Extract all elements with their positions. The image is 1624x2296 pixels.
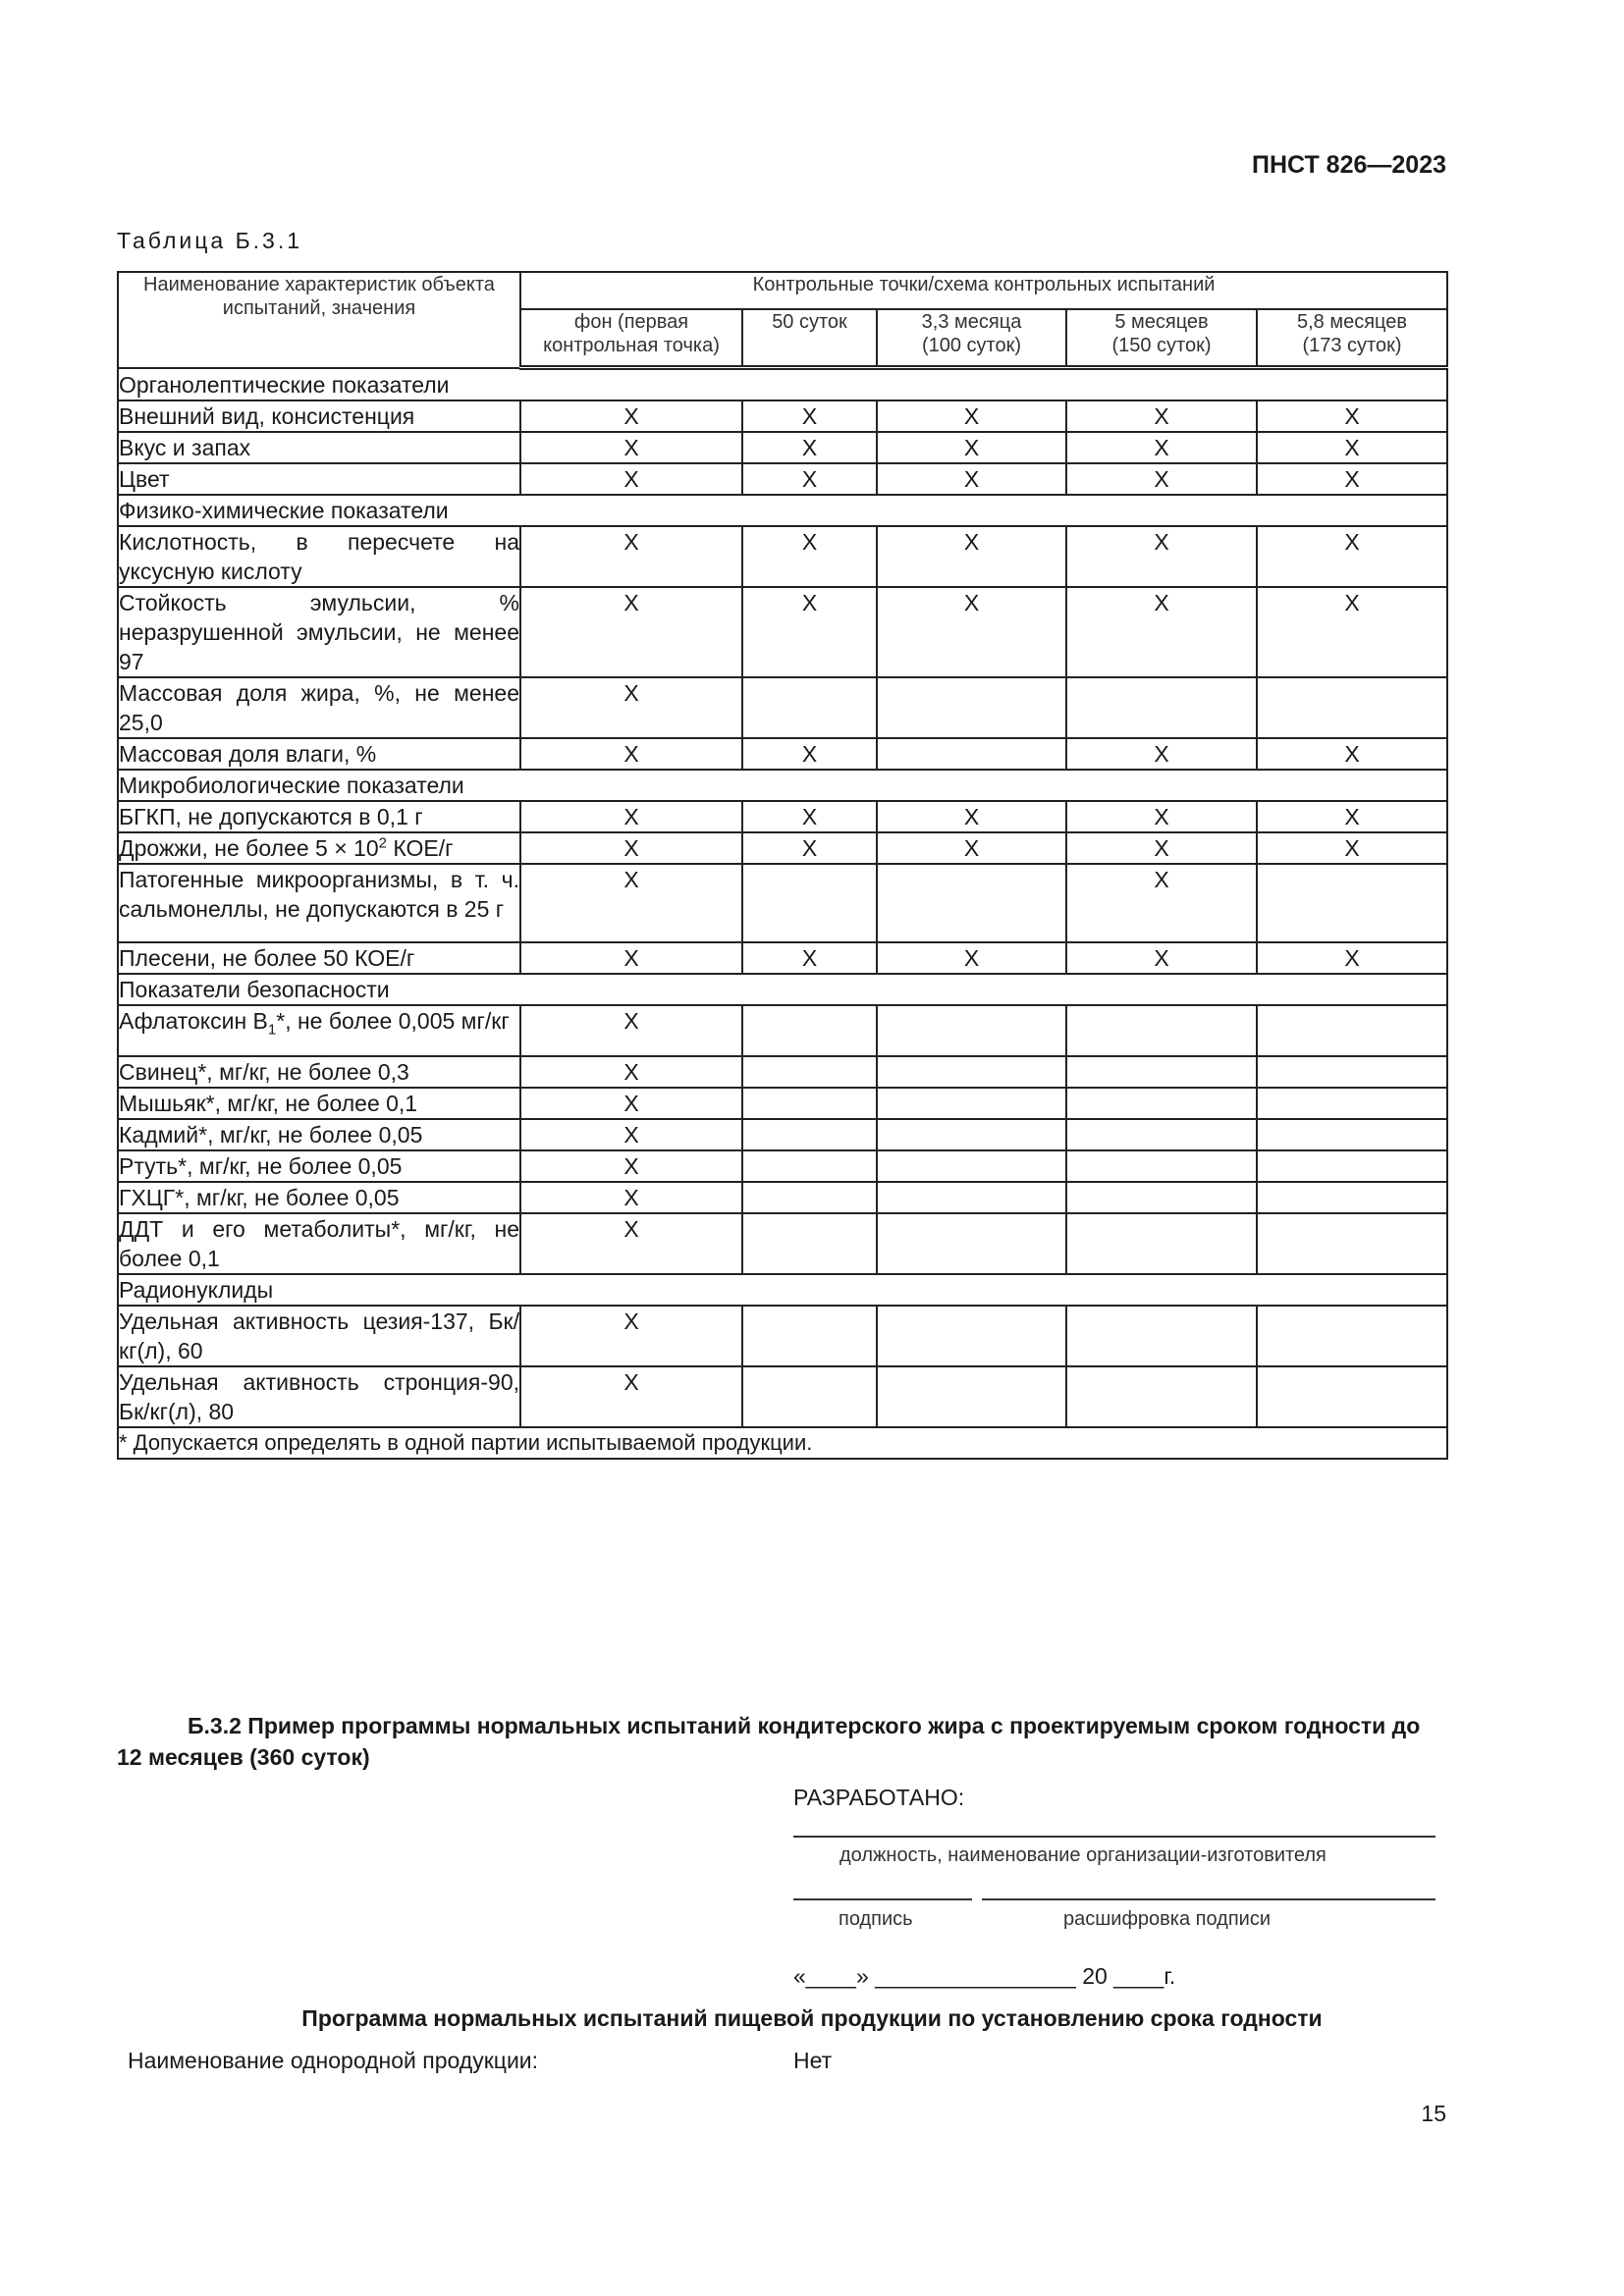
table-row xyxy=(118,832,1447,864)
table-row xyxy=(118,1213,1447,1274)
homogeneous-product-label: Наименование однородной продукции: xyxy=(128,2048,539,2073)
characteristic-name: Стойкость эмульсии, % неразрушенной эмульсии, не менее 97 xyxy=(118,587,520,677)
characteristic-name: ГХЦГ*, мг/кг, не более 0,05 xyxy=(118,1182,520,1213)
characteristic-name: Плесени, не более 50 КОЕ/г xyxy=(118,942,520,974)
characteristic-name: Внешний вид, консистенция xyxy=(118,400,520,432)
checkpoint-cell xyxy=(1066,832,1257,864)
checkpoint-cell xyxy=(520,1213,742,1274)
checkpoint-mark: X xyxy=(801,804,818,829)
checkpoint-cell xyxy=(520,1306,742,1366)
approval-title: РАЗРАБОТАНО: xyxy=(793,1785,965,1810)
checkpoint-cell xyxy=(1257,432,1447,463)
checkpoint-mark: X xyxy=(963,590,980,615)
checkpoint-cell xyxy=(520,1366,742,1427)
signature-line xyxy=(793,1898,972,1900)
checkpoint-cell xyxy=(877,1182,1066,1213)
column-header-line2: (100 суток) xyxy=(921,335,1022,356)
checkpoint-cell xyxy=(1257,738,1447,770)
checkpoint-cell xyxy=(1066,1088,1257,1119)
table-footnote: * Допускается определять в одной партии испытываемой продукции. xyxy=(118,1427,1447,1459)
checkpoint-cell xyxy=(1066,1213,1257,1274)
column-header-line1: 50 суток xyxy=(772,311,847,333)
test-schedule-table-container xyxy=(117,271,1446,1460)
column-header-line1: фон (первая xyxy=(573,311,689,333)
checkpoint-cell xyxy=(520,1150,742,1182)
checkpoint-mark: X xyxy=(1154,867,1169,892)
checkpoint-mark: X xyxy=(801,529,818,555)
table-row xyxy=(118,1005,1447,1056)
checkpoint-cell xyxy=(1066,1150,1257,1182)
subsection-number: Б.3.2 xyxy=(188,1713,242,1738)
checkpoint-cell xyxy=(1066,801,1257,832)
table-row xyxy=(118,942,1447,974)
header-characteristic-name: Наименование характеристик объекта испытаний, значения xyxy=(118,272,520,368)
checkpoint-cell xyxy=(1257,1150,1447,1182)
checkpoint-mark: X xyxy=(801,590,818,615)
checkpoint-cell xyxy=(520,526,742,587)
name-text: Дрожжи, не более 5 × 10 xyxy=(119,835,379,861)
column-header-4 xyxy=(1066,309,1257,368)
checkpoint-cell xyxy=(520,400,742,432)
checkpoint-mark: X xyxy=(1154,435,1169,460)
characteristic-name: Свинец*, мг/кг, не более 0,3 xyxy=(118,1056,520,1088)
checkpoint-mark: X xyxy=(963,835,980,861)
checkpoint-cell xyxy=(1257,1182,1447,1213)
checkpoint-cell xyxy=(742,1366,877,1427)
checkpoint-cell xyxy=(742,801,877,832)
name-text: КОЕ/г xyxy=(386,835,454,861)
checkpoint-mark: X xyxy=(1344,403,1360,429)
checkpoint-mark: X xyxy=(1344,741,1360,767)
checkpoint-cell xyxy=(742,1306,877,1366)
checkpoint-mark: X xyxy=(801,835,818,861)
table-row xyxy=(118,1366,1447,1427)
checkpoint-mark: X xyxy=(801,403,818,429)
table-row xyxy=(118,1150,1447,1182)
checkpoint-cell xyxy=(1257,1366,1447,1427)
checkpoint-cell xyxy=(877,677,1066,738)
column-header-5 xyxy=(1257,309,1447,368)
checkpoint-cell xyxy=(1257,400,1447,432)
checkpoint-mark: X xyxy=(1344,529,1360,555)
subsection-b32 xyxy=(117,1710,1446,1773)
checkpoint-cell xyxy=(742,1056,877,1088)
checkpoint-cell xyxy=(520,1182,742,1213)
checkpoint-cell xyxy=(1066,1056,1257,1088)
checkpoint-cell xyxy=(877,1366,1066,1427)
checkpoint-cell xyxy=(1066,864,1257,942)
characteristic-name: Ртуть*, мг/кг, не более 0,05 xyxy=(118,1150,520,1182)
checkpoint-cell xyxy=(742,400,877,432)
test-schedule-table xyxy=(117,271,1448,1460)
table-row xyxy=(118,526,1447,587)
checkpoint-cell xyxy=(742,587,877,677)
decode-caption: расшифровка подписи xyxy=(1063,1908,1272,1930)
checkpoint-cell xyxy=(877,400,1066,432)
table-row xyxy=(118,1119,1447,1150)
characteristic-name: Патогенные микроорганизмы, в т. ч. сальмонеллы, не допускаются в 25 г xyxy=(118,864,520,942)
table-row xyxy=(118,1056,1447,1088)
checkpoint-cell xyxy=(877,832,1066,864)
characteristic-name: Мышьяк*, мг/кг, не более 0,1 xyxy=(118,1088,520,1119)
characteristic-name: Массовая доля жира, %, не менее 25,0 xyxy=(118,677,520,738)
checkpoint-cell xyxy=(742,832,877,864)
table-row xyxy=(118,400,1447,432)
checkpoint-cell xyxy=(877,1150,1066,1182)
checkpoint-cell xyxy=(742,864,877,942)
column-header-3 xyxy=(877,309,1066,368)
checkpoint-mark: X xyxy=(1154,529,1169,555)
table-row xyxy=(118,801,1447,832)
checkpoint-cell xyxy=(520,677,742,738)
checkpoint-mark: X xyxy=(801,435,818,460)
characteristic-name xyxy=(118,1005,520,1056)
checkpoint-cell xyxy=(1066,1119,1257,1150)
checkpoint-mark: X xyxy=(963,804,980,829)
checkpoint-cell xyxy=(877,1056,1066,1088)
characteristic-name: Удельная активность стронция-90, Бк/кг(л), 80 xyxy=(118,1366,520,1427)
checkpoint-mark: X xyxy=(1154,466,1169,492)
checkpoint-cell xyxy=(742,942,877,974)
checkpoint-cell xyxy=(742,1182,877,1213)
checkpoint-cell xyxy=(1257,832,1447,864)
table-row xyxy=(118,1088,1447,1119)
checkpoint-mark: X xyxy=(801,945,818,971)
checkpoint-cell xyxy=(742,1150,877,1182)
checkpoint-cell xyxy=(1066,677,1257,738)
checkpoint-cell xyxy=(520,1088,742,1119)
table-row xyxy=(118,677,1447,738)
checkpoint-cell xyxy=(1066,400,1257,432)
checkpoint-cell xyxy=(1257,1005,1447,1056)
checkpoint-cell xyxy=(1257,1056,1447,1088)
checkpoint-mark: X xyxy=(963,435,980,460)
footnote-row xyxy=(118,1427,1447,1459)
checkpoint-mark: X xyxy=(801,466,818,492)
checkpoint-cell xyxy=(1257,587,1447,677)
table-row xyxy=(118,864,1447,942)
checkpoint-mark: X xyxy=(623,1091,639,1116)
checkpoint-cell xyxy=(877,587,1066,677)
checkpoint-cell xyxy=(520,832,742,864)
checkpoint-cell xyxy=(1066,432,1257,463)
checkpoint-cell xyxy=(1257,942,1447,974)
checkpoint-mark: X xyxy=(623,1059,639,1085)
checkpoint-cell xyxy=(877,463,1066,495)
checkpoint-cell xyxy=(742,1088,877,1119)
checkpoint-mark: X xyxy=(623,1153,639,1179)
checkpoint-mark: X xyxy=(623,680,639,706)
checkpoint-cell xyxy=(1066,526,1257,587)
section-title: Показатели безопасности xyxy=(118,974,1447,1005)
checkpoint-cell xyxy=(742,1005,877,1056)
checkpoint-mark: X xyxy=(1344,466,1360,492)
checkpoint-cell xyxy=(520,1119,742,1150)
checkpoint-cell xyxy=(877,432,1066,463)
header-control-points: Контрольные точки/схема контрольных испытаний xyxy=(520,272,1447,309)
column-header-line1: 5,8 месяцев xyxy=(1296,311,1408,333)
checkpoint-mark: X xyxy=(623,529,639,555)
checkpoint-cell xyxy=(1257,1119,1447,1150)
checkpoint-cell xyxy=(1066,463,1257,495)
section-title: Органолептические показатели xyxy=(118,368,1447,401)
signature-caption: подпись xyxy=(839,1908,913,1930)
section-title: Физико-химические показатели xyxy=(118,495,1447,526)
homogeneous-product-value: Нет xyxy=(793,2048,833,2073)
column-header-line2: (150 суток) xyxy=(1111,335,1212,356)
checkpoint-cell xyxy=(877,801,1066,832)
checkpoint-cell xyxy=(1257,864,1447,942)
checkpoint-cell xyxy=(520,942,742,974)
column-header-2 xyxy=(742,309,877,368)
subsection-text: Пример программы нормальных испытаний кондитерского жира с проектируемым сроком годности до 12 месяцев (360 суток) xyxy=(117,1713,1421,1770)
checkpoint-cell xyxy=(1257,1306,1447,1366)
checkpoint-mark: X xyxy=(963,403,980,429)
column-header-line2: (173 суток) xyxy=(1302,335,1402,356)
checkpoint-mark: X xyxy=(1344,435,1360,460)
checkpoint-mark: X xyxy=(963,529,980,555)
checkpoint-mark: X xyxy=(1154,403,1169,429)
checkpoint-cell xyxy=(742,1119,877,1150)
checkpoint-cell xyxy=(1066,1366,1257,1427)
checkpoint-cell xyxy=(877,1005,1066,1056)
checkpoint-cell xyxy=(1257,1213,1447,1274)
checkpoint-cell xyxy=(520,1005,742,1056)
checkpoint-mark: X xyxy=(623,1185,639,1210)
checkpoint-mark: X xyxy=(623,1216,639,1242)
checkpoint-cell xyxy=(1066,1005,1257,1056)
checkpoint-cell xyxy=(742,677,877,738)
section-row xyxy=(118,1274,1447,1306)
checkpoint-mark: X xyxy=(623,590,639,615)
section-title: Микробиологические показатели xyxy=(118,770,1447,801)
checkpoint-cell xyxy=(1257,463,1447,495)
page-number: 15 xyxy=(1421,2101,1446,2126)
checkpoint-mark: X xyxy=(1154,835,1169,861)
section-row xyxy=(118,495,1447,526)
checkpoint-mark: X xyxy=(1344,804,1360,829)
checkpoint-mark: X xyxy=(623,403,639,429)
checkpoint-cell xyxy=(877,1119,1066,1150)
checkpoint-mark: X xyxy=(623,835,639,861)
checkpoint-cell xyxy=(742,432,877,463)
characteristic-name: БГКП, не допускаются в 0,1 г xyxy=(118,801,520,832)
name-text: Афлатоксин B xyxy=(119,1008,268,1034)
checkpoint-cell xyxy=(520,463,742,495)
checkpoint-cell xyxy=(877,1088,1066,1119)
characteristic-name xyxy=(118,832,520,864)
column-header-1 xyxy=(520,309,742,368)
section-row xyxy=(118,770,1447,801)
decode-line xyxy=(982,1898,1435,1900)
checkpoint-mark: X xyxy=(1154,945,1169,971)
characteristic-name: Массовая доля влаги, % xyxy=(118,738,520,770)
checkpoint-cell xyxy=(1066,1306,1257,1366)
checkpoint-mark: X xyxy=(1344,945,1360,971)
checkpoint-cell xyxy=(1257,526,1447,587)
checkpoint-mark: X xyxy=(1154,590,1169,615)
checkpoint-mark: X xyxy=(1344,590,1360,615)
checkpoint-cell xyxy=(742,526,877,587)
checkpoint-mark: X xyxy=(623,466,639,492)
checkpoint-mark: X xyxy=(801,741,818,767)
date-line: «____» ________________ 20 ____г. xyxy=(793,1963,1176,1989)
checkpoint-cell xyxy=(520,864,742,942)
checkpoint-mark: X xyxy=(623,1122,639,1148)
name-superscript: 2 xyxy=(378,834,387,852)
checkpoint-mark: X xyxy=(623,1008,639,1034)
column-header-line2: контрольная точка) xyxy=(543,335,720,356)
section-title: Радионуклиды xyxy=(118,1274,1447,1306)
checkpoint-cell xyxy=(877,1306,1066,1366)
table-row xyxy=(118,463,1447,495)
characteristic-name: Кислотность, в пересчете на уксусную кислоту xyxy=(118,526,520,587)
checkpoint-cell xyxy=(877,738,1066,770)
checkpoint-cell xyxy=(520,432,742,463)
name-subscript: 1 xyxy=(267,1021,277,1039)
checkpoint-cell xyxy=(1257,801,1447,832)
checkpoint-cell xyxy=(1066,1182,1257,1213)
checkpoint-mark: X xyxy=(623,741,639,767)
checkpoint-mark: X xyxy=(623,945,639,971)
checkpoint-cell xyxy=(1066,942,1257,974)
checkpoint-mark: X xyxy=(623,867,639,892)
checkpoint-mark: X xyxy=(623,1308,639,1334)
checkpoint-cell xyxy=(1066,738,1257,770)
table-row xyxy=(118,1306,1447,1366)
checkpoint-cell xyxy=(520,738,742,770)
checkpoint-cell xyxy=(877,942,1066,974)
column-header-line1: 5 месяцев xyxy=(1114,311,1209,333)
checkpoint-cell xyxy=(742,1213,877,1274)
characteristic-name: Цвет xyxy=(118,463,520,495)
position-line xyxy=(793,1836,1435,1838)
checkpoint-mark: X xyxy=(1344,835,1360,861)
table-row xyxy=(118,738,1447,770)
position-caption: должность, наименование организации-изготовителя xyxy=(839,1844,1326,1866)
characteristic-name: Кадмий*, мг/кг, не более 0,05 xyxy=(118,1119,520,1150)
checkpoint-cell xyxy=(742,738,877,770)
checkpoint-cell xyxy=(877,1213,1066,1274)
characteristic-name: Удельная активность цезия-137, Бк/кг(л), 60 xyxy=(118,1306,520,1366)
checkpoint-mark: X xyxy=(623,435,639,460)
name-text: *, не более 0,005 мг/кг xyxy=(276,1008,510,1034)
checkpoint-mark: X xyxy=(1154,741,1169,767)
checkpoint-cell xyxy=(742,463,877,495)
checkpoint-cell xyxy=(520,1056,742,1088)
document-code: ПНСТ 826—2023 xyxy=(1252,151,1446,179)
table-row xyxy=(118,587,1447,677)
checkpoint-mark: X xyxy=(963,945,980,971)
characteristic-name: Вкус и запах xyxy=(118,432,520,463)
checkpoint-mark: X xyxy=(623,804,639,829)
characteristic-name: ДДТ и его метаболиты*, мг/кг, не более 0,1 xyxy=(118,1213,520,1274)
table-row xyxy=(118,1182,1447,1213)
checkpoint-mark: X xyxy=(963,466,980,492)
checkpoint-cell xyxy=(520,587,742,677)
checkpoint-cell xyxy=(877,526,1066,587)
checkpoint-cell xyxy=(520,801,742,832)
checkpoint-cell xyxy=(877,864,1066,942)
checkpoint-cell xyxy=(1066,587,1257,677)
table-caption: Таблица Б.3.1 xyxy=(117,228,303,253)
column-header-line1: 3,3 месяца xyxy=(921,311,1022,333)
section-row xyxy=(118,974,1447,1005)
checkpoint-cell xyxy=(1257,677,1447,738)
program-title: Программа нормальных испытаний пищевой продукции по установлению срока годности xyxy=(301,2005,1323,2031)
checkpoint-mark: X xyxy=(623,1369,639,1395)
checkpoint-mark: X xyxy=(1154,804,1169,829)
checkpoint-cell xyxy=(1257,1088,1447,1119)
section-row xyxy=(118,368,1447,401)
table-row xyxy=(118,432,1447,463)
